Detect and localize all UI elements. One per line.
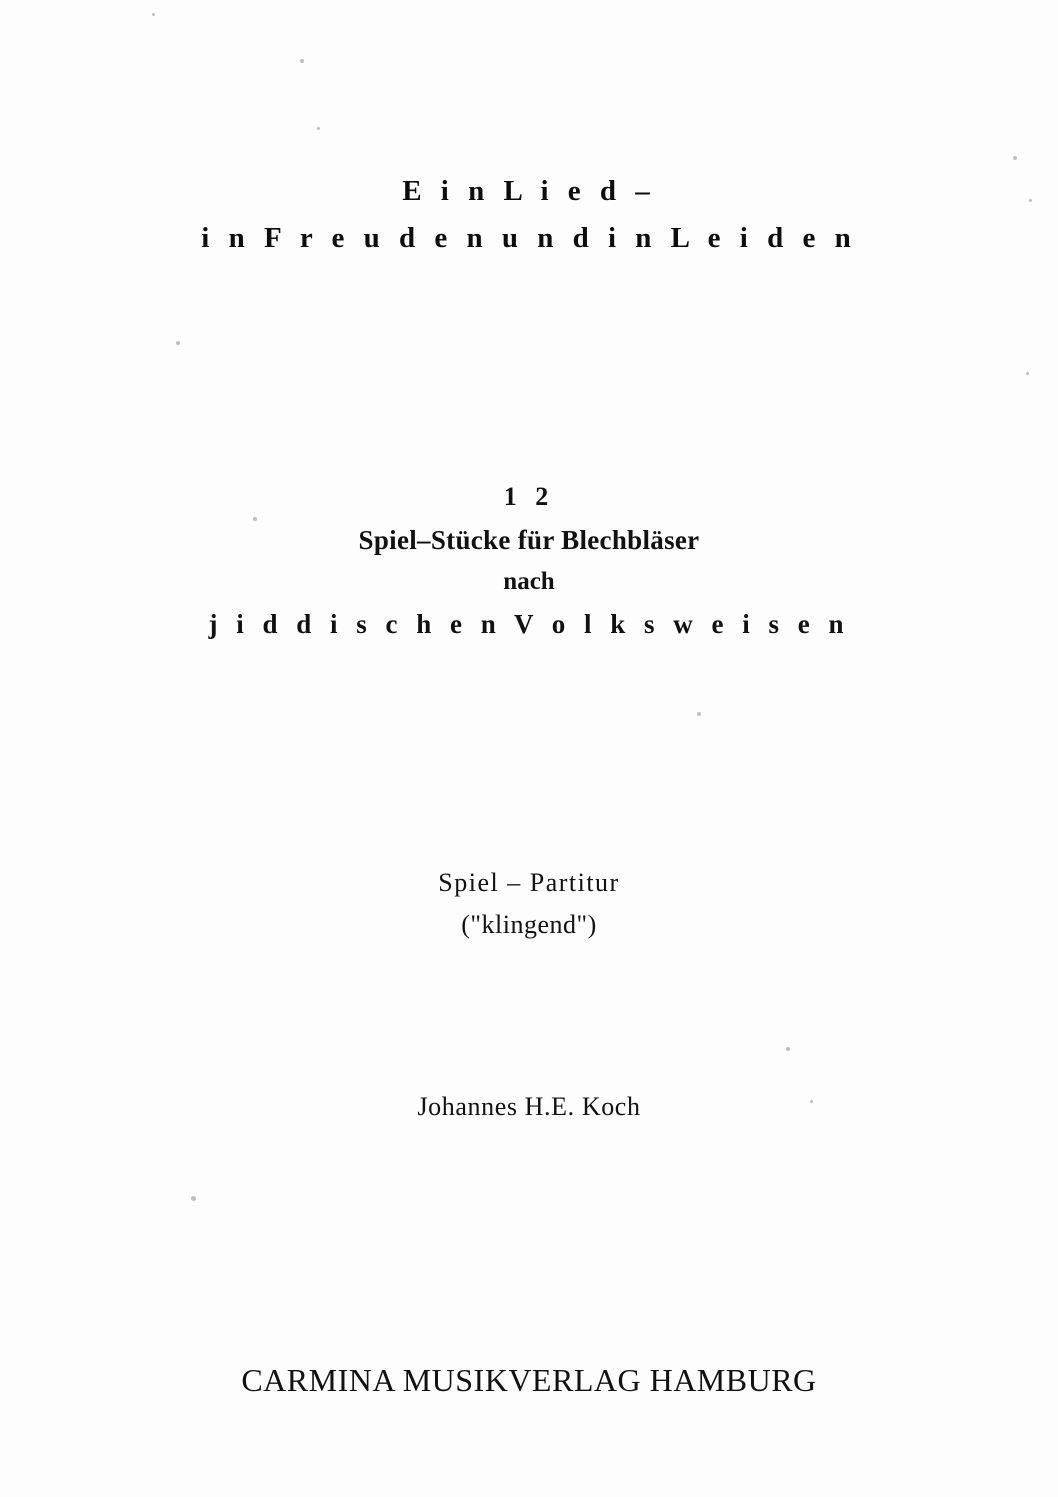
subtitle-nach: nach [503, 568, 555, 595]
title-line-2: i n F r e u d e n u n d i n L e i d e n [201, 221, 857, 254]
score-section [0, 868, 1058, 940]
author-name: Johannes H.E. Koch [417, 1092, 641, 1121]
publisher-name: CARMINA MUSIKVERLAG HAMBURG [241, 1362, 817, 1398]
subtitle-main: Spiel–Stücke für Blechbläser [358, 525, 700, 555]
page-title [0, 168, 1058, 262]
author-section [0, 1092, 1058, 1122]
score-note: ("klingend") [461, 910, 597, 939]
score-type: Spiel – Partitur [438, 868, 620, 897]
piece-count: 1 2 [503, 482, 555, 511]
subtitle-source: j i d d i s c h e n V o l k s w e i s e n [208, 609, 850, 639]
scan-speck [191, 1196, 196, 1201]
scan-speck [300, 59, 304, 63]
scan-speck [697, 712, 701, 716]
scan-speck [152, 13, 155, 16]
scan-speck [317, 127, 320, 130]
publisher-section [0, 1362, 1058, 1399]
scan-speck [1026, 372, 1029, 375]
subtitle-section [0, 482, 1058, 640]
scan-speck [176, 341, 180, 345]
scan-speck [1013, 156, 1017, 160]
scan-speck [786, 1047, 790, 1051]
title-line-1: E i n L i e d – [402, 175, 656, 207]
